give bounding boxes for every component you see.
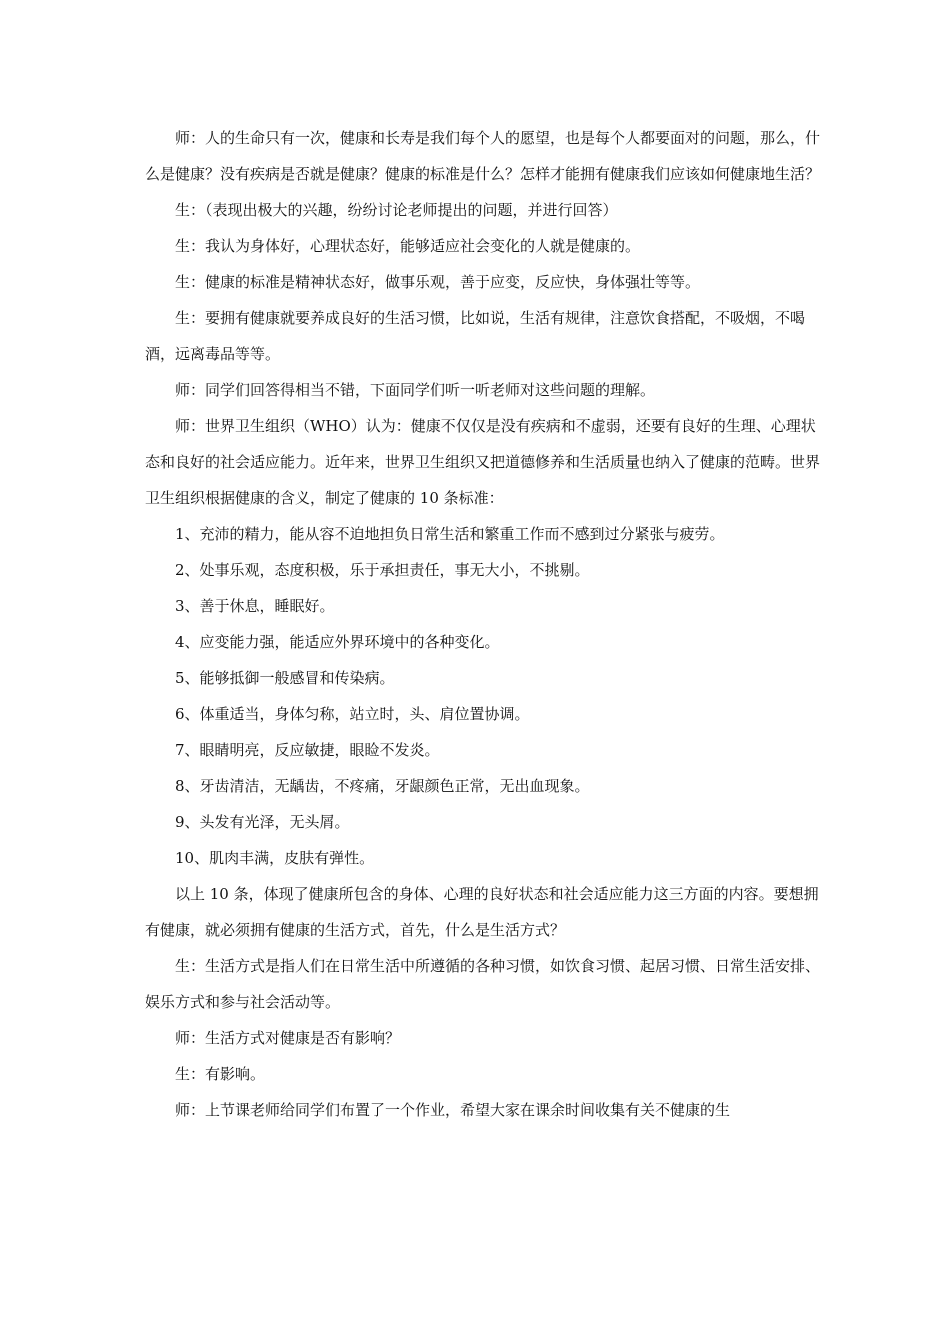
- list-item-standard-7: 7、眼睛明亮，反应敏捷，眼睑不发炎。: [175, 741, 440, 759]
- paragraph-student-answer-2: 生：健康的标准是精神状态好，做事乐观，善于应变，反应快，身体强壮等等。: [175, 273, 701, 291]
- paragraph-student-answer-1: 生：我认为身体好，心理状态好，能够适应社会变化的人就是健康的。: [175, 237, 641, 255]
- paragraph-teacher-intro: 师：人的生命只有一次，健康和长寿是我们每个人的愿望，也是每个人都要面对的问题，那么，什么是健康？没有疾病是否就是健康？健康的标准是什么？怎样才能拥有健康我们应该如何健康地生活？: [145, 129, 821, 183]
- paragraph-summary: 以上 10 条，体现了健康所包含的身体、心理的良好状态和社会适应能力这三方面的内容。要想拥有健康，就必须拥有健康的生活方式，首先，什么是生活方式？: [145, 885, 819, 939]
- list-item-standard-10: 10、肌肉丰满，皮肤有弹性。: [175, 849, 375, 867]
- paragraph-student-answer-3: 生：要拥有健康就要养成良好的生活习惯，比如说，生活有规律，注意饮食搭配，不吸烟，不喝酒，远离毒品等等。: [145, 309, 806, 363]
- paragraph-teacher-comment: 师：同学们回答得相当不错，下面同学们听一听老师对这些问题的理解。: [175, 381, 656, 399]
- paragraph-who-definition: 师：世界卫生组织（WHO）认为：健康不仅仅是没有疾病和不虚弱，还要有良好的生理、心理状态和良好的社会适应能力。近年来，世界卫生组织又把道德修养和生活质量也纳入了健康的范畴。世界卫生组织根据健康的含义，制定了健康的 10 条标准：: [145, 417, 821, 507]
- paragraph-teacher-question: 师：生活方式对健康是否有影响？: [175, 1029, 401, 1047]
- list-item-standard-9: 9、头发有光泽，无头屑。: [175, 813, 350, 831]
- list-item-standard-2: 2、处事乐观，态度积极，乐于承担责任，事无大小，不挑剔。: [175, 561, 590, 579]
- list-item-standard-1: 1、充沛的精力，能从容不迫地担负日常生活和繁重工作而不感到过分紧张与疲劳。: [175, 525, 725, 543]
- paragraph-student-reaction: 生：（表现出极大的兴趣，纷纷讨论老师提出的问题，并进行回答）: [175, 201, 618, 219]
- paragraph-teacher-assignment: 师：上节课老师给同学们布置了一个作业，希望大家在课余时间收集有关不健康的生: [175, 1101, 731, 1119]
- list-item-standard-4: 4、应变能力强，能适应外界环境中的各种变化。: [175, 633, 500, 651]
- list-item-standard-3: 3、善于休息，睡眠好。: [175, 597, 335, 615]
- list-item-standard-6: 6、体重适当，身体匀称，站立时，头、肩位置协调。: [175, 705, 530, 723]
- list-item-standard-8: 8、牙齿清洁，无龋齿，不疼痛，牙龈颜色正常，无出血现象。: [175, 777, 590, 795]
- paragraph-student-lifestyle: 生：生活方式是指人们在日常生活中所遵循的各种习惯，如饮食习惯、起居习惯、日常生活安排、娱乐方式和参与社会活动等。: [145, 957, 821, 1011]
- paragraph-student-reply: 生：有影响。: [175, 1065, 266, 1083]
- document-body: [145, 120, 820, 1128]
- list-item-standard-5: 5、能够抵御一般感冒和传染病。: [175, 669, 395, 687]
